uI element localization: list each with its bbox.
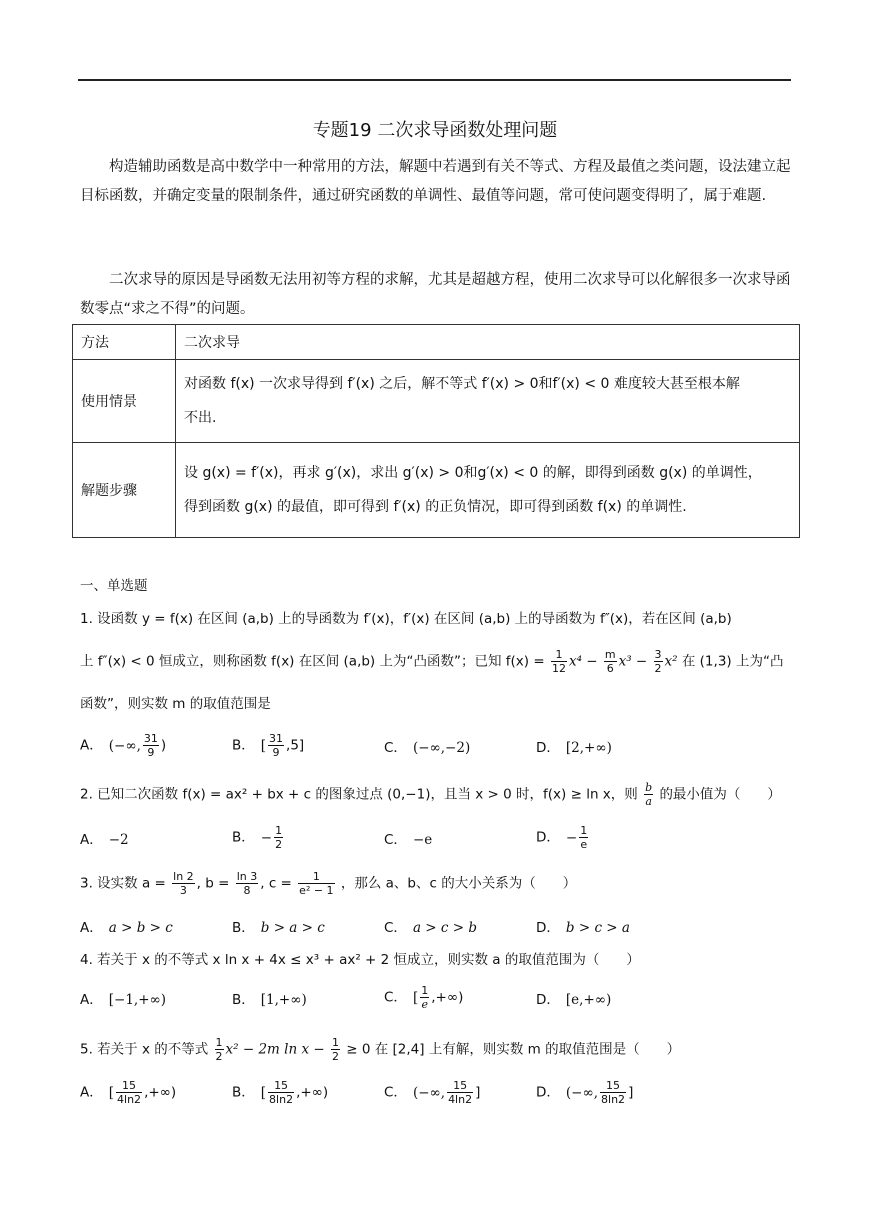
fraction — [274, 824, 283, 851]
row-content — [176, 360, 800, 443]
math-term: x² — [664, 653, 678, 670]
option-value: b > a > c — [260, 920, 325, 936]
option-b[interactable] — [232, 732, 304, 759]
question-2-options — [80, 824, 792, 851]
option-value: ) — [160, 737, 167, 754]
option-label: D． — [536, 992, 560, 1008]
question-text: 在 (1,3) 上为“凸 — [681, 653, 784, 670]
fraction — [268, 1079, 294, 1106]
option-label: A． — [80, 1084, 103, 1101]
denominator: 3 — [179, 884, 187, 897]
question-3 — [80, 870, 792, 897]
row-content: 二次求导 — [176, 325, 800, 360]
numerator: 1 — [421, 984, 429, 997]
option-b[interactable] — [232, 824, 285, 851]
option-b[interactable] — [232, 1079, 328, 1106]
numerator: ln 3 — [236, 870, 258, 883]
option-value: (−∞, — [108, 737, 141, 754]
option-label: A． — [80, 992, 103, 1008]
option-a[interactable] — [80, 1079, 176, 1106]
question-5 — [80, 1036, 792, 1063]
row-label: 使用情景 — [73, 360, 176, 443]
math-term: x³ − — [618, 653, 648, 670]
option-label: C． — [384, 740, 407, 756]
numerator: 3 — [654, 648, 662, 661]
numerator: 1 — [331, 1036, 339, 1049]
option-c[interactable] — [384, 828, 432, 848]
option-value: [1,+∞) — [260, 992, 307, 1008]
option-b[interactable] — [232, 916, 325, 936]
option-value: ] — [475, 1084, 481, 1101]
question-1-options — [80, 732, 792, 759]
option-a[interactable] — [80, 988, 166, 1008]
option-label: C． — [384, 920, 407, 936]
denominator: 9 — [272, 746, 280, 759]
denominator: 6 — [606, 662, 614, 675]
method-table — [72, 324, 800, 538]
header-rule — [78, 79, 791, 81]
option-value: [ — [260, 737, 267, 754]
intro-paragraph-1: 构造辅助函数是高中数学中一种常用的方法，解题中若遇到有关不等式、方程及最值之类问题，设法建立起目标函数，并确定变量的限制条件，通过研究函数的单调性、最值等问题，常可使问题变得明了，属于难题. — [80, 159, 791, 204]
row-content-line: 不出. — [184, 410, 217, 426]
option-d[interactable] — [536, 736, 612, 756]
numerator: 15 — [116, 1079, 142, 1093]
option-value: [e,+∞) — [565, 992, 612, 1008]
option-value: [−1,+∞) — [108, 992, 167, 1008]
question-text: 2. 已知二次函数 f(x) = ax² + bx + c 的图象过点 (0,−1)，且当 x > 0 时，f(x) ≥ ln x，则 — [80, 786, 638, 803]
option-d[interactable] — [536, 916, 630, 936]
option-label: B． — [232, 992, 255, 1008]
fraction — [268, 732, 284, 759]
denominator: 12 — [551, 662, 566, 675]
denominator: 8ln2 — [601, 1093, 626, 1106]
table-row — [73, 443, 800, 538]
question-text: , b = — [196, 875, 230, 892]
denominator: 4ln2 — [448, 1093, 473, 1106]
option-a[interactable] — [80, 916, 173, 936]
option-label: B． — [232, 737, 255, 754]
question-text: 3. 设实数 a = — [80, 875, 166, 892]
row-content-line: 对函数 f(x) 一次求导得到 f′(x) 之后，解不等式 f′(x) > 0和f′(x) < 0 难度较大甚至根本解 — [184, 376, 740, 392]
numerator: 15 — [447, 1079, 473, 1093]
option-label: A． — [80, 737, 103, 754]
option-value: b > c > a — [565, 920, 630, 936]
question-1-line-1: 1. 设函数 y = f(x) 在区间 (a,b) 上的导函数为 f′(x)，f′(x) 在区间 (a,b) 上的导函数为 f″(x)，若在区间 (a,b) — [80, 611, 732, 627]
option-value: ,5] — [286, 737, 305, 754]
fraction — [579, 824, 588, 851]
numerator: ln 2 — [173, 870, 194, 883]
option-d[interactable] — [536, 824, 590, 851]
numerator: 31 — [143, 732, 158, 745]
option-c[interactable] — [384, 736, 470, 756]
section-heading: 一、单选题 — [80, 578, 148, 594]
row-label: 解题步骤 — [73, 443, 176, 538]
numerator: m — [604, 648, 616, 661]
fraction — [600, 1079, 626, 1106]
denominator: e — [580, 838, 588, 851]
question-1-line-2 — [80, 648, 792, 675]
numerator: 1 — [580, 824, 588, 837]
option-label: B． — [232, 829, 255, 846]
option-value: [2,+∞) — [565, 740, 612, 756]
fraction — [143, 732, 159, 759]
option-value: −2 — [108, 832, 129, 848]
denominator: 2 — [275, 838, 283, 851]
denominator: 2 — [215, 1050, 223, 1063]
option-value: − — [565, 829, 578, 846]
denominator: 2 — [331, 1050, 339, 1063]
option-value: [ — [260, 1084, 267, 1101]
numerator: 31 — [269, 732, 284, 745]
option-a[interactable] — [80, 828, 129, 848]
fraction — [331, 1036, 340, 1063]
numerator: 1 — [215, 1036, 223, 1049]
denominator: e² − 1 — [299, 884, 334, 897]
row-label: 方法 — [73, 325, 176, 360]
option-value: − — [260, 829, 273, 846]
option-value: ,+∞) — [144, 1084, 177, 1101]
question-text: , c = — [260, 875, 292, 892]
question-text: ≥ 0 在 [2,4] 上有解，则实数 m 的取值范围是（ ） — [346, 1041, 681, 1058]
fraction — [447, 1079, 473, 1106]
option-b[interactable] — [232, 988, 307, 1008]
option-label: A． — [80, 920, 103, 936]
fraction — [604, 648, 617, 675]
option-label: A． — [80, 832, 103, 848]
question-4-options — [80, 984, 792, 1011]
fraction — [298, 870, 334, 897]
fraction — [215, 1036, 224, 1063]
fraction — [420, 984, 429, 1011]
fraction — [172, 870, 195, 897]
denominator: 4ln2 — [117, 1093, 142, 1106]
option-label: D． — [536, 1084, 560, 1101]
option-value: ,+∞) — [431, 989, 464, 1006]
question-5-options — [80, 1079, 792, 1106]
question-1-line-3: 函数”，则实数 m 的取值范围是 — [80, 696, 271, 712]
option-label: C． — [384, 832, 407, 848]
fraction — [116, 1079, 142, 1106]
fraction — [654, 648, 663, 675]
option-c[interactable] — [384, 984, 463, 1011]
option-label: D． — [536, 920, 560, 936]
option-label: D． — [536, 740, 560, 756]
option-value: (−∞, — [412, 1084, 446, 1101]
denominator: 9 — [147, 746, 155, 759]
denominator: e — [421, 998, 428, 1011]
option-label: C． — [384, 1084, 407, 1101]
question-text: 5. 若关于 x 的不等式 — [80, 1041, 209, 1058]
option-value: [ — [412, 989, 419, 1006]
question-text: 上 f″(x) < 0 恒成立，则称函数 f(x) 在区间 (a,b) 上为“凸函数”；已知 f(x) = — [80, 653, 545, 670]
option-label: B． — [232, 920, 255, 936]
row-content-line: 得到函数 g(x) 的最值，即可得到 f′(x) 的正负情况，即可得到函数 f(x) 的单调性. — [184, 499, 687, 515]
option-c[interactable] — [384, 916, 477, 936]
fraction — [236, 870, 259, 897]
option-value: (−∞,−2) — [412, 740, 471, 756]
denominator: a — [645, 795, 652, 808]
option-c[interactable] — [384, 1079, 480, 1106]
option-value: −e — [412, 832, 433, 848]
numerator: 15 — [268, 1079, 294, 1093]
option-value: [ — [108, 1084, 115, 1101]
denominator: 2 — [654, 662, 662, 675]
row-content-line: 设 g(x) = f′(x)，再求 g′(x)，求出 g′(x) > 0和g′(x) < 0 的解，即得到函数 g(x) 的单调性， — [184, 465, 762, 481]
numerator: 1 — [275, 824, 283, 837]
fraction — [551, 648, 567, 675]
question-text: ，那么 a、b、c 的大小关系为（ ） — [340, 875, 577, 892]
question-4: 4. 若关于 x 的不等式 x ln x + 4x ≤ x³ + ax² + 2 恒成立，则实数 a 的取值范围为（ ） — [80, 952, 640, 968]
numerator: b — [645, 781, 653, 794]
option-value: ] — [628, 1084, 634, 1101]
question-3-options — [80, 916, 792, 940]
question-2 — [80, 781, 792, 808]
table-row — [73, 360, 800, 443]
option-value: a > c > b — [412, 920, 477, 936]
row-content — [176, 443, 800, 538]
math-term: x² − 2m ln x − — [225, 1041, 325, 1058]
option-d[interactable] — [536, 988, 611, 1008]
option-d[interactable] — [536, 1079, 633, 1106]
table-row — [73, 325, 800, 360]
numerator: 1 — [298, 870, 334, 884]
option-value: a > b > c — [108, 920, 173, 936]
option-a[interactable] — [80, 732, 166, 759]
option-label: C． — [384, 989, 407, 1006]
numerator: 15 — [600, 1079, 626, 1093]
denominator: 8 — [243, 884, 251, 897]
math-term: x⁴ − — [568, 653, 598, 670]
option-label: B． — [232, 1084, 255, 1101]
intro-paragraph-2: 二次求导的原因是导函数无法用初等方程的求解，尤其是超越方程，使用二次求导可以化解很多一次求导函数零点“求之不得”的问题。 — [80, 272, 791, 317]
option-label: D． — [536, 829, 560, 846]
fraction — [644, 781, 653, 808]
denominator: 8ln2 — [269, 1093, 294, 1106]
option-value: (−∞, — [565, 1084, 599, 1101]
numerator: 1 — [551, 648, 567, 662]
page-title: 专题19 二次求导函数处理问题 — [312, 120, 558, 141]
question-text: 的最小值为（ ） — [659, 786, 781, 803]
option-value: ,+∞) — [296, 1084, 329, 1101]
